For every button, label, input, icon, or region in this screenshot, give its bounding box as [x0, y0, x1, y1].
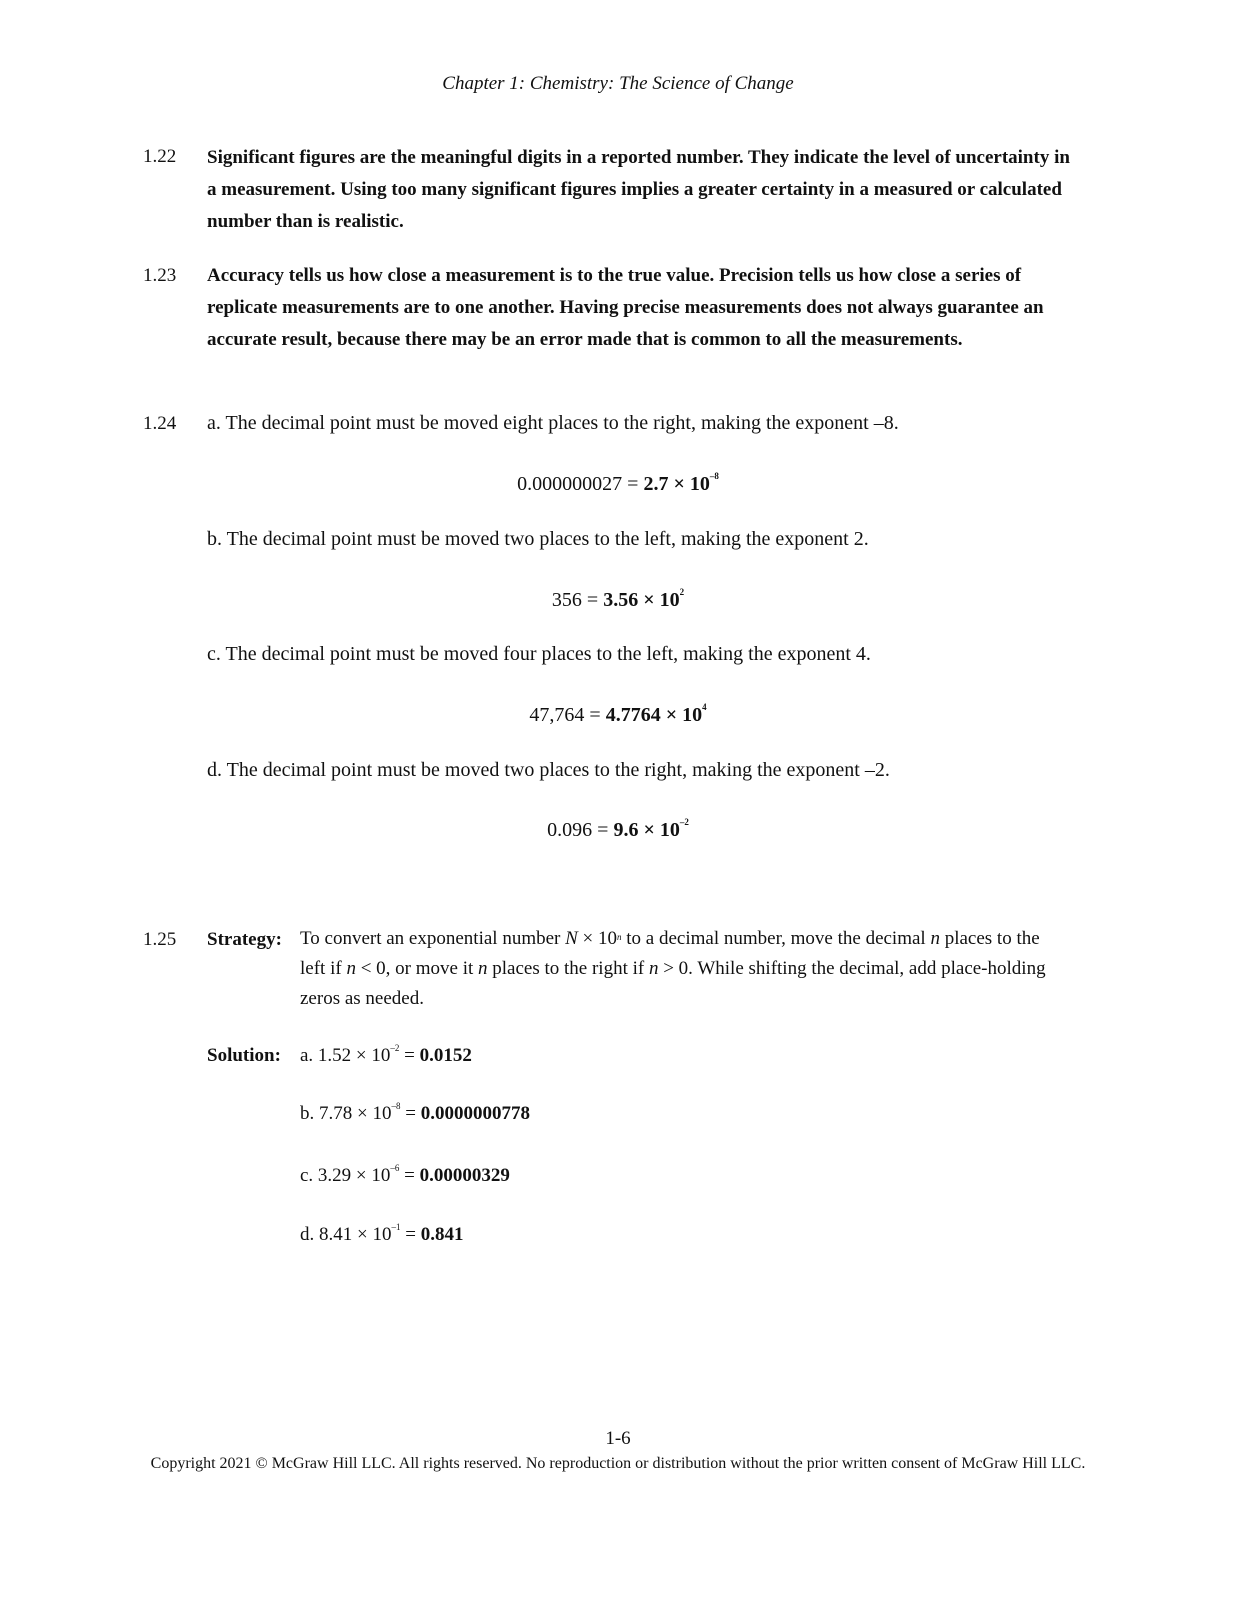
equation-result: $3.56 \times 10^2$ — [603, 587, 685, 611]
solution-label: Solution: — [207, 1045, 281, 1066]
answer-1-24d-equation — [0, 819, 1236, 842]
equation-lhs: 356 = — [551, 589, 604, 611]
running-header: Chapter 1: Chemistry: The Science of Change — [442, 73, 794, 94]
exponent: –2 — [390, 1043, 400, 1053]
exponent: 2 — [679, 587, 685, 597]
answer-1-24c-text: c. The decimal point must be moved four places to the left, making the exponent 4. — [207, 643, 871, 665]
solution-d: d. $8.41 \times 10^{-1} = 0.841$ — [300, 1222, 464, 1245]
answer-1-24b-equation — [0, 589, 1236, 612]
equation-lhs: 47,764 = — [529, 704, 606, 726]
exponent: 4 — [702, 702, 707, 712]
answer-1-24a-equation — [0, 473, 1236, 496]
answer-1-24c-equation — [0, 704, 1236, 727]
equation-result: $9.6 \times 10^{-2}$ — [613, 817, 689, 841]
solution-c: c. $3.29 \times 10^{-6} = 0.00000329$ — [300, 1163, 510, 1186]
problem-number-1-25: 1.25 — [143, 929, 177, 950]
solution-a: a. $1.52 \times 10^{-2} = 0.0152$ — [300, 1043, 472, 1066]
equation-result: $2.7 \times 10^{-8}$ — [643, 471, 719, 495]
problem-number-1-23: 1.23 — [143, 265, 177, 286]
exponent: –8 — [391, 1101, 401, 1111]
answer-1-24d-text: d. The decimal point must be moved two places to the right, making the exponent –2. — [207, 759, 890, 781]
solution-result: 0.841 — [420, 1224, 464, 1245]
equation-lhs: 0.096 = — [547, 819, 614, 841]
page-number: 1-6 — [605, 1428, 631, 1449]
answer-1-22: Significant figures are the meaningful digits in a reported number. They indicate the level of uncertainty in a measurement. Using too many significant figures implies a greater certainty in a measured or calculated number than is realistic. — [207, 147, 1070, 232]
answer-1-23: Accuracy tells us how close a measurement is to the true value. Precision tells us how close a series of replicate measurements are to one another. Having precise measurements does not always guarantee an accurate result, because there may be an error made that is common to all the measurements. — [207, 265, 1044, 350]
problem-number-1-22: 1.22 — [143, 146, 177, 167]
strategy-text: To convert an exponential number $N \times 10^n$ to a decimal number, move the decimal n places to the left if n < 0, or move it n places to the right if n > 0. While shifting the decimal, add place-holding zeros as needed. — [300, 928, 1046, 1009]
exponent: –1 — [391, 1222, 401, 1232]
exponent: –6 — [390, 1163, 400, 1173]
answer-1-24b-text: b. The decimal point must be moved two places to the left, making the exponent 2. — [207, 528, 869, 550]
exponent: –2 — [679, 817, 689, 827]
equation-result: $4.7764 \times 10^4$ — [605, 702, 707, 726]
copyright-notice: Copyright 2021 © McGraw Hill LLC. All rights reserved. No reproduction or distribution without the prior written consent of McGraw Hill LLC. — [150, 1455, 1086, 1472]
exponent: –8 — [709, 471, 719, 481]
solution-result: 0.00000329 — [419, 1165, 510, 1186]
equation-lhs: 0.000000027 = — [517, 473, 644, 495]
strategy-label: Strategy: — [207, 929, 282, 950]
solution-result: 0.0152 — [419, 1045, 472, 1066]
answer-1-24a-text: a. The decimal point must be moved eight places to the right, making the exponent –8. — [207, 412, 899, 434]
solution-b: b. $7.78 \times 10^{-8} = 0.0000000778$ — [300, 1101, 530, 1124]
problem-number-1-24: 1.24 — [143, 413, 177, 434]
solution-result: 0.0000000778 — [420, 1103, 530, 1124]
